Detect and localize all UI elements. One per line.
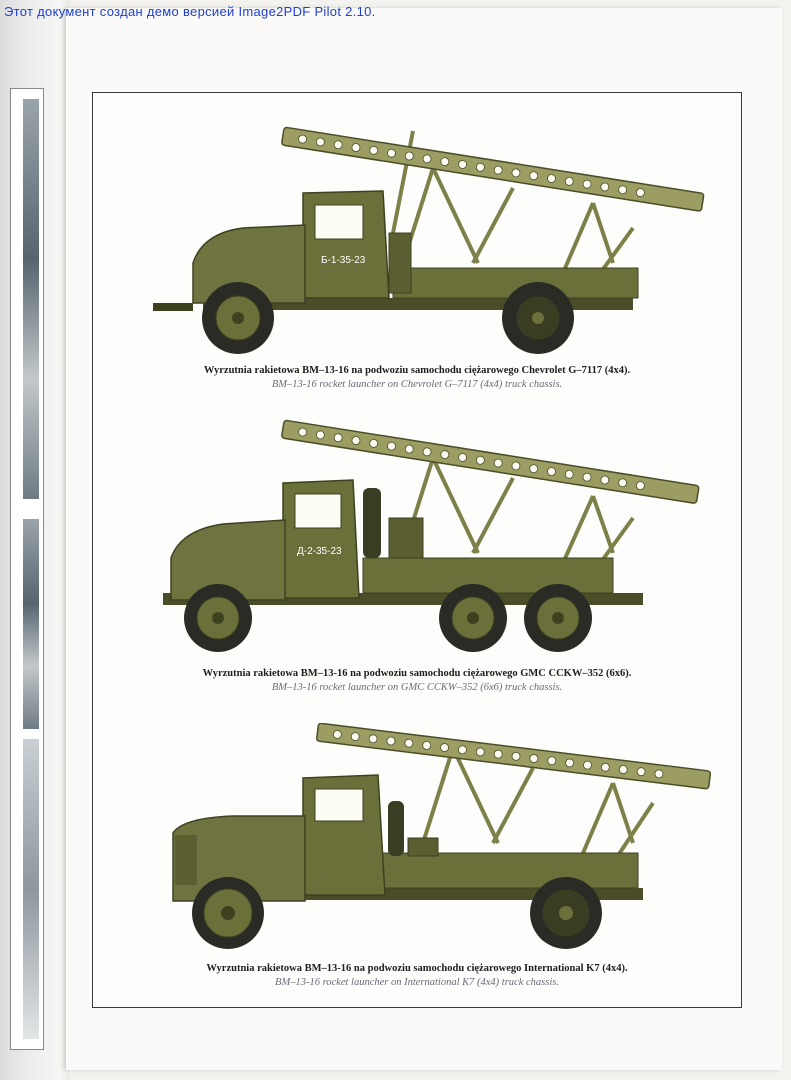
caption-english: BM–13-16 rocket launcher on Chevrolet G–7117 (4x4) truck chassis.	[271, 379, 563, 390]
illustration-frame	[92, 92, 742, 1008]
front-wheel	[202, 282, 274, 354]
gmc-truck-illustration	[93, 418, 741, 678]
caption-polish: Wyrzutnia rakietowa BM–13-16 na podwoziu samochodu ciężarowego Chevrolet G–7117 (4x4).	[203, 365, 631, 376]
photo-strip-middle	[23, 519, 39, 729]
photo-strip-top	[23, 99, 39, 499]
rear-wheel-1	[439, 584, 507, 652]
caption-english: BM–13-16 rocket launcher on International K7 (4x4) truck chassis.	[275, 977, 559, 988]
chevrolet-marking: Б-1-35-23	[321, 255, 366, 266]
chevrolet-truck-illustration	[93, 113, 741, 373]
caption-polish: Wyrzutnia rakietowa BM–13-16 na podwoziu samochodu ciężarowego International K7 (4x4).	[206, 963, 628, 974]
plate-international	[93, 723, 741, 1007]
gmc-marking: Д-2-35-23	[297, 546, 342, 557]
rear-wheel-2	[524, 584, 592, 652]
plate-chevrolet	[93, 113, 741, 403]
photo-strip-bottom	[23, 739, 39, 1039]
facing-page-photo-strip	[10, 88, 44, 1050]
rear-wheel	[530, 877, 602, 949]
international-truck-illustration	[93, 723, 741, 973]
caption-polish: Wyrzutnia rakietowa BM–13-16 na podwoziu samochodu ciężarowego GMC CCKW–352 (6x6).	[202, 668, 632, 679]
rear-wheel	[502, 282, 574, 354]
front-wheel	[184, 584, 252, 652]
front-wheel	[192, 877, 264, 949]
plate-gmc	[93, 418, 741, 708]
caption-english: BM–13-16 rocket launcher on GMC CCKW–352 (6x6) truck chassis.	[271, 682, 563, 693]
watermark-text: Этот документ создан демо версией Image2PDF Pilot 2.10.	[4, 4, 376, 19]
